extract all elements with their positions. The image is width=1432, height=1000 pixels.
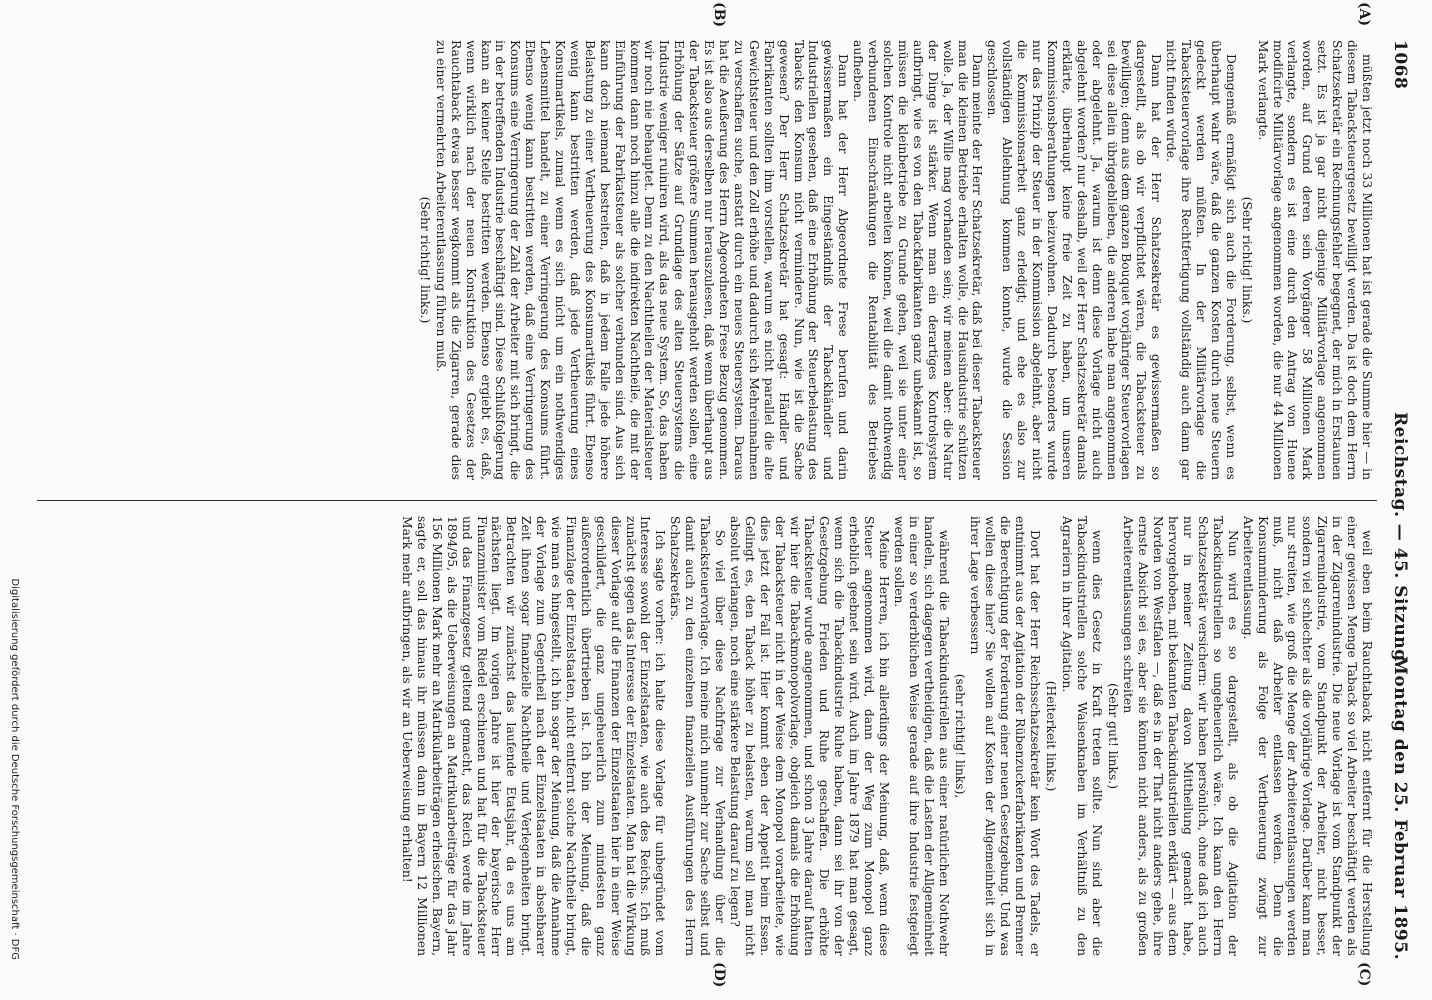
paragraph: während die Tabackindustriellen aus einer natürlichen Nothwehr handeln, sich dagegen vertheidigen, daß die Lasten der Allgemeinheit in einer so verderblichen Weise gerade auf ihre Industrie festgelegt werden sollen. [891, 516, 951, 956]
paragraph: weil eben beim Rauchtaback nicht entfernt für die Herstellung einer gewissen Menge Taback so viel Arbeiter beschäftigt werden als in der Zigarrenindustrie. Die neue Vorlage ist vom Standpunkt der Zigarrenindustrie, vom Standpunkt der Arbeiter, nicht besser, sondern viel schlechter als die vorjährige Vorlage. Darüber kann man nur streiten, wie groß die Menge der Arbeiterentlassungen werden muß, nicht daß Arbeiter entlassen werden. Denn die Konsumminderung als Folge der Vertheuerung zwingt zur Arbeiterentlassung. [1240, 516, 1374, 956]
dfg-footer: Digitalisierung gefördert durch die Deutsche Forschungsgemeinschaft · DFG [9, 578, 20, 960]
paragraph: Ich sagte vorher: ich halte diese Vorlage für unbegründet vom Interesse sowohl der Einzelstaaten, wie auch des Reichs. Ich muß zunächst gegen das Interesse der Einzelstaaten. Man hat die Wirkung dieser Vorlage auf die Finanzen der Einzelstaaten hier in einer Weise geschildert, die ganz ungeheuerlich zum mindesten ganz außerordentlich übertrieben ist. Ich bin der Meinung, daß die Finanzlage der Einzelstaaten, nicht entfernt solche Nachtheile bringt, wie man es hingestellt, ich bin sogar der Meinung, daß die Annahme der Vorlage zum Gegentheil nach der Einzelstaaten in absehbarer Zeit ihnen sogar finanzielle Nachtheile und Verlegenheiten bringt. Betrachten wir zunächst das laufende Etatsjahr, da es uns am nächsten liegt. Im vorigen Jahre ist hier der bayerische Herr Finanzminister vom Riedel erschienen und hat für die Tabacksteuer und das Finanzgesetz geltend gemacht, das Reich werde im Jahre 1894/95, als die Ueberweisungen an Matrikularbeiträge für das Jahr 156 Millionen Mark mehr an Matrikularbeiträgen erheischen. Bayern, sagte er, soll das hinaus ihr müssen dann in Bayern 12 Millionen Mark mehr aufbringen, als wir an Ueberweisung erhalten! [400, 516, 668, 956]
margin-mark-b: (B) [711, 2, 727, 28]
margin-mark-a: (A) [1356, 2, 1372, 27]
page-title: Reichstag. — 45. Sitzung. [1390, 412, 1410, 668]
paragraph: wenn dies Gesetz in Kraft treten sollte. Nun sind aber die Tabackindustriellen solche Waisenknaben im Verhältniß zu den Agrariern in ihrer Agitation. [1059, 516, 1104, 956]
session-date: Montag den 25. Februar 1895. [1390, 656, 1410, 960]
paragraph: Dann hat der Herr Schatzsekretär es gewissermaßen so dargestellt, als ob wir verpflichtet wären, die Tabacksteuer zu bewilligen; denn aus dem ganzen Bouquet vorjähriger Steuervorlagen sei diese allein übriggeblieben, die anderen habe man angenommen oder abgelehnt. Ja, warum ist denn diese Vorlage nicht auch abgelehnt worden? nur deshalb, weil der Herr Schatzsekretär damals erklärte, überhaupt keine freie Zeit zu haben, um unseren Kommissionsberathungen beizuwohnen. Dadurch besonders wurde nur das Prinzip der Steuer in der Kommission abgelehnt, aber nicht die Kommissionsarbeit ganz erledigt; und ehe es also zur vollständigen Ablehnung kommen konnte, wurde die Session geschlossen. [985, 40, 1164, 480]
paragraph: (Sehr gut! links.) [1105, 682, 1120, 790]
column-divider [37, 500, 1377, 501]
paragraph: Demgemäß ermäßigt sich auch die Forderung, selbst, wenn es überhaupt wahr wäre, daß die ganzen Kosten durch neue Steuern gedeckt werden müßten. In der Militärvorlage die Tabacksteuervorlage ihre Rechtfertigung vollständig auch dann gar nicht finden würde. [1164, 40, 1238, 480]
paragraph: (Heiterkeit links.) [1043, 680, 1058, 792]
paragraph: Dann meinte der Herr Schatzsekretär, daß bei dieser Tabacksteuer man die kleinen Betriebe erhalten wolle, die Hausindustrie schützen wolle. Ja, der Wille mag vorhanden sein; wir meinen aber: die Natur der Dinge ist stärker. Wenn man ein derartiges Kontrolsystem aufbringt, wie es von den Tabackfabrikanten ganz unbekannt ist, so müssen die kleinbetriebe zu Grunde gehen, weil sie unter einer solchen Kontrole nicht arbeiten können, weil die damit nothwendig verbundenen Einschränkungen die Rentabilität des Betriebes aufheben. [851, 40, 985, 480]
paragraph: So viel über diese Nachfrage zur Verhandlung über die Tabacksteuervorlage. Ich meine mich nunmehr zur Sache selbst und damit auch zu den einzelnen finanziellen Ausführungen des Herrn Schatzsekretärs. [668, 516, 728, 956]
page-header [1384, 40, 1410, 960]
paragraph: Meine Herren, ich bin allerdings der Meinung, daß, wenn diese Steuer angenommen wird, dann der Weg zum Monopol ganz erheblich geebnet sein wird. Auch im Jahre 1879 hat man gesagt, wenn sich die Tabackindustrie Ruhe haben, dann sei ihr von der Gesetzgebung Frieden und Ruhe geschaffen. Die erhöhte Tabacksteuer wurde angenommen, und schon 3 Jahre darauf hatten wir hier die Tabackmonopolvorlage, obgleich damals die Erhöhung der Tabacksteuer nicht in der Weise dem Monopol vorarbeitete, wie dies jetzt der Fall ist. Hier kommt eben der Appetit beim Essen. Gelingt es, den Taback höher zu belasten, warum soll man nicht absolut verlangen, noch eine stärkere Belastung darauf zu legen? [727, 516, 891, 956]
paragraph: müßten jetzt noch 33 Millionen hat ist gerade die Summe hier — in diesem Tabacksteuergesetz bewilligt werden. Da ist doch dem Herrn Schatzsekretär ein Rechnungsfehler begegnet, der mich in Erstaunen setzt. Es ist ja gar nicht diejenige Militärvorlage angenommen worden, auf Grund deren sein Vorgänger 58 Millionen Mark verlangte, sondern es ist eine durch den Antrag von Huene modificirte Militärvorlage angenommen worden, die nur 44 Millionen Mark verlangte. [1255, 40, 1374, 480]
page-number: 1068 [1390, 40, 1410, 90]
left-column [416, 40, 1374, 480]
margin-mark-d: (D) [711, 962, 727, 988]
paragraph: (Sehr richtig! links.) [1239, 196, 1254, 324]
paragraph: (Sehr richtig! links.) [417, 196, 432, 324]
paragraph: Nun wird es so dargestellt, als ob die Agitation der Tabackindustriellen so ungeheuerlich wäre. Ich kann den Herrn Schatzsekretär versichern: wir haben persönlich, ohne daß ich auch nur in meiner Zeitung davon Mittheilung gemacht habe, hervorgehoben, mit bekannten Tabackindustriellen erklärt — aus dem Norden von Westfalen —, daß es in der That nicht anders gehe, ihre ernste Absicht sei es, aber sie könnten nicht anders, als zu großen Arbeiterentlassungen schreiten [1121, 516, 1240, 956]
right-column [399, 516, 1374, 956]
paragraph: (sehr richtig! links), [952, 673, 967, 799]
paragraph: Dort hat der Herr Reichsschatzsekretär kein Wort des Tadels, er entnimmt aus der Agitation der Rübenzuckerfabrikanten und Brenner die Berechtigung der Forderung einer neuen Gesetzgebung. Und was wollen diese hier? Sie wollen auf Kosten der Allgemeinheit sich in ihrer Lage verbessern [968, 516, 1043, 956]
paragraph: Dann hat der Herr Abgeordnete Frese berufen und darin gewissermaßen ein Eingeständniß der Tabackhändler und Industriellen gesehen, daß eine Erhöhung der Steuerbelastung des Tabacks den Konsum nicht vermindere. Nun, wie ist die Sache gewesen? Der Herr Schatzsekretär hat gesagt: Händler und Fabrikanten sollten ihm vorstellen, warum es nicht parallel die alte Gewichtsteuer und den Zoll erhöhe und dadurch sich Mehreinnahmen zu verschaffen suche, anstatt durch ein neues Steuersystem. Daraus hat die Aeußerung des Herrn Abgeordneten Frese Bezug genommen. Es ist also aus derselben nur herauszulesen, daß wenn überhaupt aus der Tabacksteuer größere Summen herausgeholt werden sollen, eine Erhöhung der Sätze auf Grundlage des alten Steuersystems die Industrie weniger ruiniren wird, als das neue System. So, das haben wir noch nie behauptet. Denn zu den Nachtheilen der Materialsteuer kommen dann noch hinzu alle die indirekten Nachtheile, die mit der Einführung der Fabrikatsteuer als solcher verbunden sind. Aus sich kann doch niemand bestreiten, daß in jedem Falle jede höhere Belastung zu einer Vertheuerung des Konsumartikels führt. Ebenso wenig kann bestritten werden, daß jede Vertheuerung eines Konsumartikels, zumal wenn es sich nicht um ein nothwendiges Lebensmittel handelt, zu einer Verringerung des Konsums führt. Ebenso wenig kann bestritten werden, daß eine Verringerung des Konsums eine Verringerung der Zahl der Arbeiter mit sich bringt, die in der betreffenden Industrie beschäftigt sind. Diese Schlußfolgerung kann an keiner Stelle bestritten werden. Ebenso ergiebt es, daß, wenn wirklich nach der neuen Konstruktion des Gesetzes der Rauchtaback etwas besser wegkommt als die Zigarren, gerade dies zu einer vermehrten Arbeiterentlassung führen muß. [433, 40, 851, 480]
margin-mark-c: (C) [1356, 962, 1372, 987]
